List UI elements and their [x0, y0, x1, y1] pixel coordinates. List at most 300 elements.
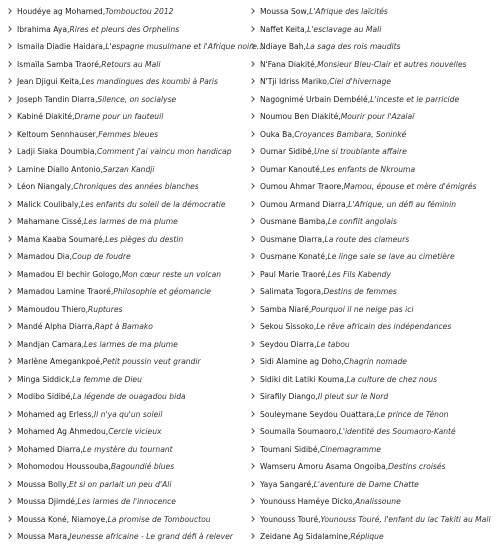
separator: ,: [326, 77, 330, 86]
chevron-right-icon: [249, 196, 257, 214]
separator: ,: [78, 199, 81, 209]
list-item: [6, 406, 246, 424]
chevron-right-icon: [249, 423, 257, 441]
chevron-right-icon: [6, 91, 14, 109]
author-name: Oumou Ahmar Traore: [260, 182, 342, 191]
book-title: Rires et pleurs des Orphelins: [69, 24, 180, 34]
list-item: [6, 108, 246, 126]
separator: ,: [119, 269, 122, 279]
chevron-right-icon: [6, 56, 14, 74]
list-item: [6, 266, 246, 284]
author-name: Mohamed Diarra: [17, 444, 81, 454]
separator: ,: [325, 269, 328, 279]
book-title: Mourir pour l'Azalaï: [340, 112, 415, 121]
chevron-right-icon: [6, 126, 14, 144]
author-name: Marlène Amegankpoé: [17, 357, 101, 366]
author-name: Sidi Alamine ag Doho: [260, 357, 342, 366]
separator: ,: [102, 7, 106, 16]
chevron-right-icon: [6, 441, 14, 459]
left-column: [6, 3, 265, 546]
book-title: Ciel d'hivernage: [329, 77, 391, 86]
separator: ,: [66, 479, 69, 489]
chevron-right-icon: [6, 423, 14, 441]
author-name: Joseph Tandin Diarra: [17, 94, 95, 104]
separator: ,: [313, 322, 317, 331]
book-title: Les larmes de ma plume: [84, 217, 178, 226]
book-title: La légende de ouagadou bida: [72, 392, 186, 401]
list-item: [6, 196, 246, 214]
list-item: [6, 441, 246, 459]
author-name: Mamoudou Thiero: [17, 304, 86, 314]
list-item: [6, 493, 246, 511]
book-title: Femmes bleues: [98, 129, 159, 139]
book-title: La promise de Tombouctou: [107, 514, 211, 524]
list-item: [249, 406, 489, 424]
separator: ,: [102, 234, 106, 244]
book-title: L'Afrique, un défi au féminin: [348, 199, 457, 209]
chevron-right-icon: [6, 388, 14, 406]
separator: ,: [311, 147, 315, 156]
separator: ,: [85, 304, 89, 314]
book-title: Le tabou: [316, 339, 350, 349]
author-name: Younouss Touré: [260, 514, 319, 524]
book-title: Younouss Touré, l'enfant du lac Takiti au Mali: [320, 514, 491, 524]
chevron-right-icon: [6, 21, 14, 39]
book-title: Ruptures: [88, 304, 123, 314]
chevron-right-icon: [6, 528, 14, 546]
separator: ,: [338, 112, 341, 121]
right-column: [249, 3, 489, 546]
book-title: Monsieur Bleu-Clair et autres nouvelles: [317, 59, 467, 69]
author-name: Mandjan Camara: [17, 339, 82, 349]
list-item: [6, 38, 265, 56]
separator: ,: [92, 322, 95, 331]
book-title: Le mystère du tournant: [82, 444, 173, 454]
chevron-right-icon: [249, 388, 257, 406]
list-item: [249, 126, 489, 144]
book-title: Drame pour un fauteuil: [74, 112, 164, 121]
book-title: Les larmes de l'innocence: [77, 497, 176, 506]
separator: ,: [341, 182, 344, 191]
chevron-right-icon: [249, 318, 257, 336]
author-name: Mamadou Dia: [17, 252, 70, 261]
book-title: Les larmes de ma plume: [84, 339, 178, 349]
separator: ,: [72, 112, 75, 121]
list-item: [6, 388, 246, 406]
list-item: [249, 161, 489, 179]
separator: ,: [69, 374, 73, 384]
author-name: Ladji Siaka Doumbia: [17, 147, 95, 156]
chevron-right-icon: [249, 371, 257, 389]
separator: ,: [94, 147, 97, 156]
chevron-right-icon: [6, 38, 14, 56]
book-title: Bagoundié blues: [110, 462, 175, 471]
separator: ,: [314, 59, 318, 69]
list-item: [249, 21, 489, 39]
list-item: [249, 371, 489, 389]
author-name: Sirafily Diango: [260, 392, 316, 401]
chevron-right-icon: [249, 21, 257, 39]
separator: ,: [95, 129, 99, 139]
book-title: Chagrin nomade: [343, 357, 407, 366]
separator: ,: [367, 94, 371, 104]
separator: ,: [317, 444, 320, 454]
book-title: Le conflit angolais: [327, 217, 397, 226]
author-name: Mamadou El bechir Gologo: [17, 269, 120, 279]
author-name: Moussa Koné, Niamoye: [17, 514, 106, 524]
author-name: Ousmane Bamba: [260, 217, 326, 226]
book-title: L'espagne musulmane et l'Afrique noire...: [105, 42, 265, 51]
chevron-right-icon: [6, 476, 14, 494]
list-item: [6, 301, 246, 319]
separator: ,: [347, 532, 351, 541]
list-item: [6, 126, 246, 144]
list-item: [249, 266, 489, 284]
chevron-right-icon: [249, 3, 257, 21]
book-title: La route des clameurs: [324, 234, 410, 244]
author-name: Mahamane Cissé: [17, 217, 82, 226]
list-item: [249, 493, 489, 511]
author-name: Oumar Sidibé: [260, 147, 312, 156]
book-title: Jeunesse africaine - Le grand défi à relever: [69, 532, 233, 541]
chevron-right-icon: [249, 283, 257, 301]
book-title: Et si on parlait un peu d'Ali: [68, 479, 172, 489]
chevron-right-icon: [6, 73, 14, 91]
book-title: L'aventure de Dame Chatte: [313, 479, 419, 489]
author-name: Houdéye ag Mohamed: [17, 7, 103, 16]
chevron-right-icon: [6, 301, 14, 319]
author-name: Ibrahima Aya: [17, 24, 68, 34]
book-title: La saga des rois maudits: [305, 42, 401, 51]
author-name: Ousmane Konaté: [260, 252, 326, 261]
list-item: [6, 476, 246, 494]
separator: ,: [291, 129, 295, 139]
list-item: [249, 178, 489, 196]
book-title: Cercle vicieux: [108, 427, 162, 436]
chevron-right-icon: [6, 353, 14, 371]
separator: ,: [304, 24, 308, 34]
list-item: [249, 441, 489, 459]
separator: ,: [108, 462, 111, 471]
list-item: [6, 143, 246, 161]
author-name: N'Fana Diakité: [260, 59, 315, 69]
author-name: Paul Marie Traoré: [260, 269, 326, 279]
chevron-right-icon: [6, 371, 14, 389]
author-name: Nagognimé Urbain Dembélé: [260, 94, 368, 104]
author-name: Toumani Sidibé: [260, 444, 318, 454]
book-title: La culture de chez nous: [346, 374, 438, 384]
author-name: Oumou Armand Diarra: [260, 199, 346, 209]
chevron-right-icon: [6, 493, 14, 511]
separator: ,: [319, 164, 323, 174]
book-title: Philosophie et géomancie: [113, 287, 211, 296]
list-item: [249, 528, 489, 546]
book-title: Sarzan Kandji: [102, 164, 155, 174]
author-name: Keltoum Sennhauser: [17, 129, 96, 139]
book-title: Rapt à Bamako: [94, 322, 153, 331]
chevron-right-icon: [249, 56, 257, 74]
author-name: Mama Kaaba Soumaré: [17, 234, 103, 244]
chevron-right-icon: [6, 266, 14, 284]
book-title: Croyances Bambara, Soninké: [294, 129, 407, 139]
book-title: Les mandingues des koumbi à Paris: [81, 77, 218, 86]
list-item: [6, 213, 246, 231]
list-item: [6, 511, 246, 529]
book-title: Les pièges du destin: [105, 234, 184, 244]
list-item: [6, 178, 246, 196]
list-item: [249, 301, 489, 319]
author-name: Ndiaye Bah: [260, 42, 304, 51]
list-item: [6, 528, 246, 546]
chevron-right-icon: [6, 108, 14, 126]
chevron-right-icon: [249, 406, 257, 424]
book-title: Les Fils Kabendy: [327, 269, 391, 279]
chevron-right-icon: [249, 266, 257, 284]
list-item: [6, 353, 246, 371]
author-name: Yaya Sangaré: [260, 479, 312, 489]
author-name: Wamseru Amoru Asama Ongoiba: [260, 462, 386, 471]
chevron-right-icon: [249, 511, 257, 529]
author-name: Samba Niaré: [260, 304, 309, 314]
separator: ,: [69, 252, 72, 261]
chevron-right-icon: [249, 476, 257, 494]
chevron-right-icon: [249, 38, 257, 56]
book-title: La femme de Dieu: [72, 374, 142, 384]
book-title: Le rêve africain des indépendances: [316, 322, 452, 331]
book-title: Réplique: [350, 532, 384, 541]
list-item: [6, 336, 246, 354]
book-title: Tombouctou 2012: [105, 7, 174, 16]
book-title: Le prince de Ténon: [376, 409, 449, 419]
author-name: Moussa Bolly: [17, 479, 67, 489]
book-title: Une si troublante affaire: [314, 147, 407, 156]
list-item: [249, 56, 489, 74]
chevron-right-icon: [6, 336, 14, 354]
chevron-right-icon: [249, 231, 257, 249]
book-title: L'esclavage au Mali: [307, 24, 382, 34]
chevron-right-icon: [6, 511, 14, 529]
author-name: Mohamed ag Erless: [17, 409, 92, 419]
book-title: Chroniques des années blanches: [73, 182, 199, 191]
author-name: Moussa Mara: [17, 532, 67, 541]
chevron-right-icon: [6, 196, 14, 214]
author-name: Mandé Alpha Diarra: [17, 322, 93, 331]
separator: ,: [105, 514, 108, 524]
author-name: Moussa Sow: [260, 7, 307, 16]
chevron-right-icon: [249, 493, 257, 511]
separator: ,: [81, 339, 85, 349]
separator: ,: [314, 339, 317, 349]
author-name: N'Tji Idriss Mariko: [260, 77, 327, 86]
book-title: Analissoune: [355, 497, 401, 506]
book-title: Il pleut sur le Nord: [317, 392, 389, 401]
list-item: [6, 283, 246, 301]
list-item: [249, 73, 489, 91]
list-item: [249, 423, 489, 441]
separator: ,: [325, 217, 328, 226]
separator: ,: [74, 497, 78, 506]
list-item: [6, 318, 246, 336]
author-name: Salimata Togora: [260, 287, 322, 296]
chevron-right-icon: [249, 248, 257, 266]
author-name: Sidiki dit Latiki Kouma: [260, 374, 345, 384]
chevron-right-icon: [6, 318, 14, 336]
author-name: Lamine Diallo Antonio: [17, 164, 101, 174]
separator: ,: [345, 199, 349, 209]
list-item: [249, 3, 489, 21]
book-title: Le linge sale se lave au cimetière: [327, 252, 455, 261]
separator: ,: [105, 427, 109, 436]
separator: ,: [94, 94, 98, 104]
list-item: [6, 21, 246, 39]
separator: ,: [385, 462, 389, 471]
author-name: Léon Niangaly: [17, 182, 71, 191]
author-name: Noumou Ben Diakité: [260, 112, 339, 121]
chevron-right-icon: [249, 353, 257, 371]
chevron-right-icon: [249, 108, 257, 126]
separator: ,: [318, 514, 321, 524]
list-item: [249, 458, 489, 476]
chevron-right-icon: [249, 178, 257, 196]
chevron-right-icon: [249, 91, 257, 109]
separator: ,: [308, 304, 312, 314]
chevron-right-icon: [249, 126, 257, 144]
author-name: Ousmane Diarra: [260, 234, 323, 244]
list-item: [6, 161, 246, 179]
author-name: Malick Coulibaly: [17, 199, 79, 209]
author-name: Minga Siddick: [17, 374, 70, 384]
separator: ,: [352, 497, 356, 506]
list-item: [6, 3, 246, 21]
book-title: Silence, on socialyse: [97, 94, 177, 104]
list-item: [249, 248, 489, 266]
book-title: Pourquoi il ne neige pas ici: [311, 304, 414, 314]
chevron-right-icon: [6, 406, 14, 424]
book-title: Petit poussin veut grandir: [102, 357, 201, 366]
author-name: Kabiné Diakité: [17, 112, 73, 121]
book-title: Coup de foudre: [71, 252, 131, 261]
separator: ,: [102, 42, 106, 51]
separator: ,: [70, 182, 74, 191]
chevron-right-icon: [6, 283, 14, 301]
list-item: [249, 231, 489, 249]
chevron-right-icon: [249, 458, 257, 476]
list-item: [6, 248, 246, 266]
chevron-right-icon: [6, 231, 14, 249]
author-name: Modibo Sidibé: [17, 392, 71, 401]
separator: ,: [321, 287, 324, 296]
author-name: Younouss Haméye Dicko: [260, 497, 353, 506]
separator: ,: [336, 427, 339, 436]
list-item: [249, 91, 489, 109]
separator: ,: [325, 252, 328, 261]
list-item: [249, 143, 489, 161]
separator: ,: [100, 357, 103, 366]
book-title: Les enfants du soleil de la démocratie: [80, 199, 226, 209]
book-title: Mon cœur reste un volcan: [121, 269, 222, 279]
separator: ,: [341, 357, 344, 366]
author-name: Mohamed Ag Ahmedou: [17, 427, 106, 436]
list-item: [6, 56, 246, 74]
book-title: L'Afrique des laïcités: [309, 7, 388, 16]
author-name: Souleymane Seydou Ouattara: [260, 409, 375, 419]
separator: ,: [70, 392, 73, 401]
separator: ,: [80, 444, 83, 454]
author-name: Moussa Djimdé: [17, 497, 75, 506]
separator: ,: [374, 409, 377, 419]
author-name: Sekou Sissoko: [260, 322, 314, 331]
author-name: Naffet Keita: [260, 24, 305, 34]
book-title: Mamou, épouse et mère d'émigrés: [343, 182, 477, 191]
book-title: Les enfants de Nkrouma: [322, 164, 416, 174]
chevron-right-icon: [6, 213, 14, 231]
chevron-right-icon: [6, 458, 14, 476]
list-item: [249, 476, 489, 494]
author-name: Soumaila Soumaoro: [260, 427, 337, 436]
author-name: Seydou Diarra: [260, 339, 315, 349]
author-name: Zeidane Ag Sidalamine: [260, 532, 348, 541]
book-title: L'identité des Soumaoro-Kanté: [338, 427, 456, 436]
book-title: Destins de femmes: [323, 287, 397, 296]
list-item: [249, 283, 489, 301]
separator: ,: [306, 7, 310, 16]
list-item: [249, 388, 489, 406]
book-title: Retours au Mali: [101, 59, 161, 69]
separator: ,: [315, 392, 318, 401]
separator: ,: [344, 374, 347, 384]
separator: ,: [100, 164, 103, 174]
author-name: Jean Djigui Keita: [17, 77, 80, 86]
separator: ,: [81, 217, 85, 226]
chevron-right-icon: [249, 143, 257, 161]
list-item: [249, 511, 489, 529]
separator: ,: [67, 24, 70, 34]
book-title: Cinemagramme: [319, 444, 381, 454]
book-title: Comment j'ai vaincu mon handicap: [96, 147, 232, 156]
author-name: Mamadou Lamine Traoré: [17, 287, 111, 296]
chevron-right-icon: [249, 528, 257, 546]
chevron-right-icon: [6, 161, 14, 179]
chevron-right-icon: [6, 178, 14, 196]
chevron-right-icon: [6, 3, 14, 21]
author-name: Ouka Ba: [260, 129, 292, 139]
author-name: Mohomodou Houssouba: [17, 462, 109, 471]
list-item: [6, 73, 246, 91]
chevron-right-icon: [249, 73, 257, 91]
author-name: Ismaïla Samba Traoré: [17, 59, 99, 69]
chevron-right-icon: [6, 143, 14, 161]
list-item: [249, 213, 489, 231]
separator: ,: [322, 234, 325, 244]
list-item: [249, 336, 489, 354]
separator: ,: [303, 42, 306, 51]
list-item: [249, 108, 489, 126]
list-item: [249, 38, 489, 56]
separator: ,: [79, 77, 82, 86]
list-item: [249, 196, 489, 214]
chevron-right-icon: [249, 161, 257, 179]
chevron-right-icon: [249, 336, 257, 354]
book-title: Destins croisés: [388, 462, 446, 471]
list-item: [6, 231, 246, 249]
list-item: [249, 353, 489, 371]
list-item: [6, 423, 246, 441]
chevron-right-icon: [249, 213, 257, 231]
list-item: [249, 318, 489, 336]
separator: ,: [66, 532, 70, 541]
author-name: Ismaila Diadie Haidara: [17, 42, 103, 51]
chevron-right-icon: [249, 301, 257, 319]
